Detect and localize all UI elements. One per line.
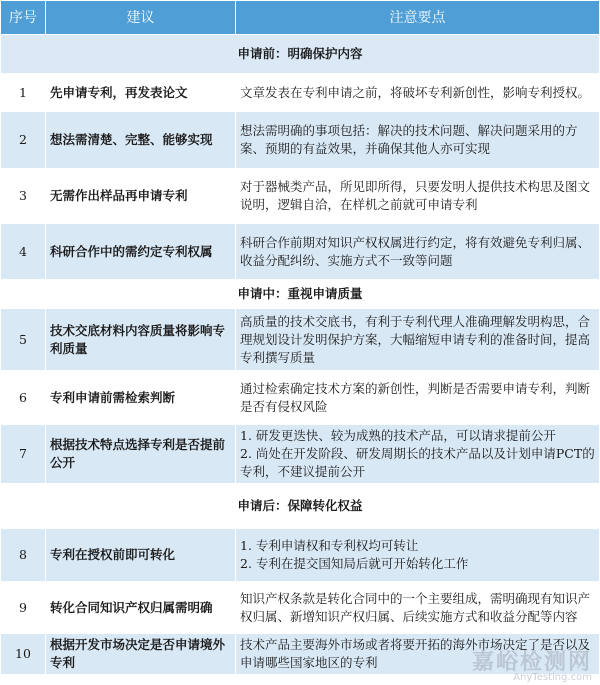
table-row — [1, 224, 600, 280]
row-advice: 转化合同知识产权归属需明确 — [46, 582, 236, 634]
table-header-row — [1, 1, 600, 35]
row-note-line: 2. 专利在提交国知局后就可开始转化工作 — [240, 556, 469, 571]
row-notes: 想法需明确的事项包括：解决的技术问题、解决问题采用的方案、预期的有益效果，并确保其他人亦可实现 — [236, 112, 600, 169]
row-no: 8 — [1, 529, 46, 582]
row-advice: 专利申请前需检索判断 — [46, 371, 236, 425]
section-row — [1, 280, 600, 309]
row-notes — [236, 425, 600, 484]
row-no: 4 — [1, 224, 46, 280]
section-row — [1, 484, 600, 529]
row-notes: 对于器械类产品，所见即所得，只要发明人提供技术构思及图文说明，逻辑自洽，在样机之前就可申请专利 — [236, 169, 600, 224]
row-no: 5 — [1, 309, 46, 371]
row-advice: 技术交底材料内容质量将影响专利质量 — [46, 309, 236, 371]
row-notes: 文章发表在专利申请之前，将破坏专利新创性，影响专利授权。 — [236, 74, 600, 112]
row-notes: 通过检索确定技术方案的新创性，判断是否需要申请专利，判断是否有侵权风险 — [236, 371, 600, 425]
table-row — [1, 371, 600, 425]
table-row — [1, 529, 600, 582]
section-title: 申请前：明确保护内容 — [1, 35, 600, 74]
row-notes: 高质量的技术交底书，有利于专利代理人准确理解发明构思，合理规划设计发明保护方案，大幅缩短申请专利的准备时间，提高专利撰写质量 — [236, 309, 600, 371]
row-no: 10 — [1, 634, 46, 675]
watermark-logo-text: 嘉峪检测网 — [471, 650, 592, 675]
row-advice: 无需作出样品再申请专利 — [46, 169, 236, 224]
row-advice: 科研合作中的需约定专利权属 — [46, 224, 236, 280]
row-no: 9 — [1, 582, 46, 634]
table-row — [1, 74, 600, 112]
table-row — [1, 169, 600, 224]
row-notes: 科研合作前期对知识产权权属进行约定，将有效避免专利归属、收益分配纠纷、实施方式不一致等问题 — [236, 224, 600, 280]
section-title: 申请中：重视申请质量 — [1, 280, 600, 309]
header-advice: 建议 — [46, 1, 236, 35]
row-note-line: 2. 尚处在开发阶段、研发周期长的技术产品以及计划申请PCT的专利，不建议提前公开 — [240, 446, 595, 479]
row-advice: 根据技术特点选择专利是否提前公开 — [46, 425, 236, 484]
row-notes: 技术产品主要海外市场或者将要开拓的海外市场决定了是否以及申请哪些国家地区的专利 — [236, 634, 600, 675]
row-advice: 先申请专利，再发表论文 — [46, 74, 236, 112]
table-row — [1, 309, 600, 371]
row-notes: 知识产权条款是转化合同中的一个主要组成，需明确现有知识产权归属、新增知识产权归属、后续实施方式和收益分配等内容 — [236, 582, 600, 634]
row-no: 6 — [1, 371, 46, 425]
row-notes — [236, 529, 600, 582]
table-row — [1, 634, 600, 675]
row-no: 7 — [1, 425, 46, 484]
table-row — [1, 112, 600, 169]
row-no: 2 — [1, 112, 46, 169]
row-no: 3 — [1, 169, 46, 224]
watermark-url: AnyTesting.com — [513, 672, 592, 683]
row-advice: 根据开发市场决定是否申请境外专利 — [46, 634, 236, 675]
row-note-line: 1. 专利申请权和专利权均可转让 — [240, 538, 419, 553]
row-advice: 专利在授权前即可转化 — [46, 529, 236, 582]
section-title: 申请后：保障转化权益 — [1, 484, 600, 529]
header-notes: 注意要点 — [236, 1, 600, 35]
table-row — [1, 582, 600, 634]
row-note-line: 1. 研发更迭快、较为成熟的技术产品，可以请求提前公开 — [240, 428, 556, 443]
section-row — [1, 35, 600, 74]
header-no: 序号 — [1, 1, 46, 35]
row-advice: 想法需清楚、完整、能够实现 — [46, 112, 236, 169]
table-row — [1, 425, 600, 484]
row-no: 1 — [1, 74, 46, 112]
